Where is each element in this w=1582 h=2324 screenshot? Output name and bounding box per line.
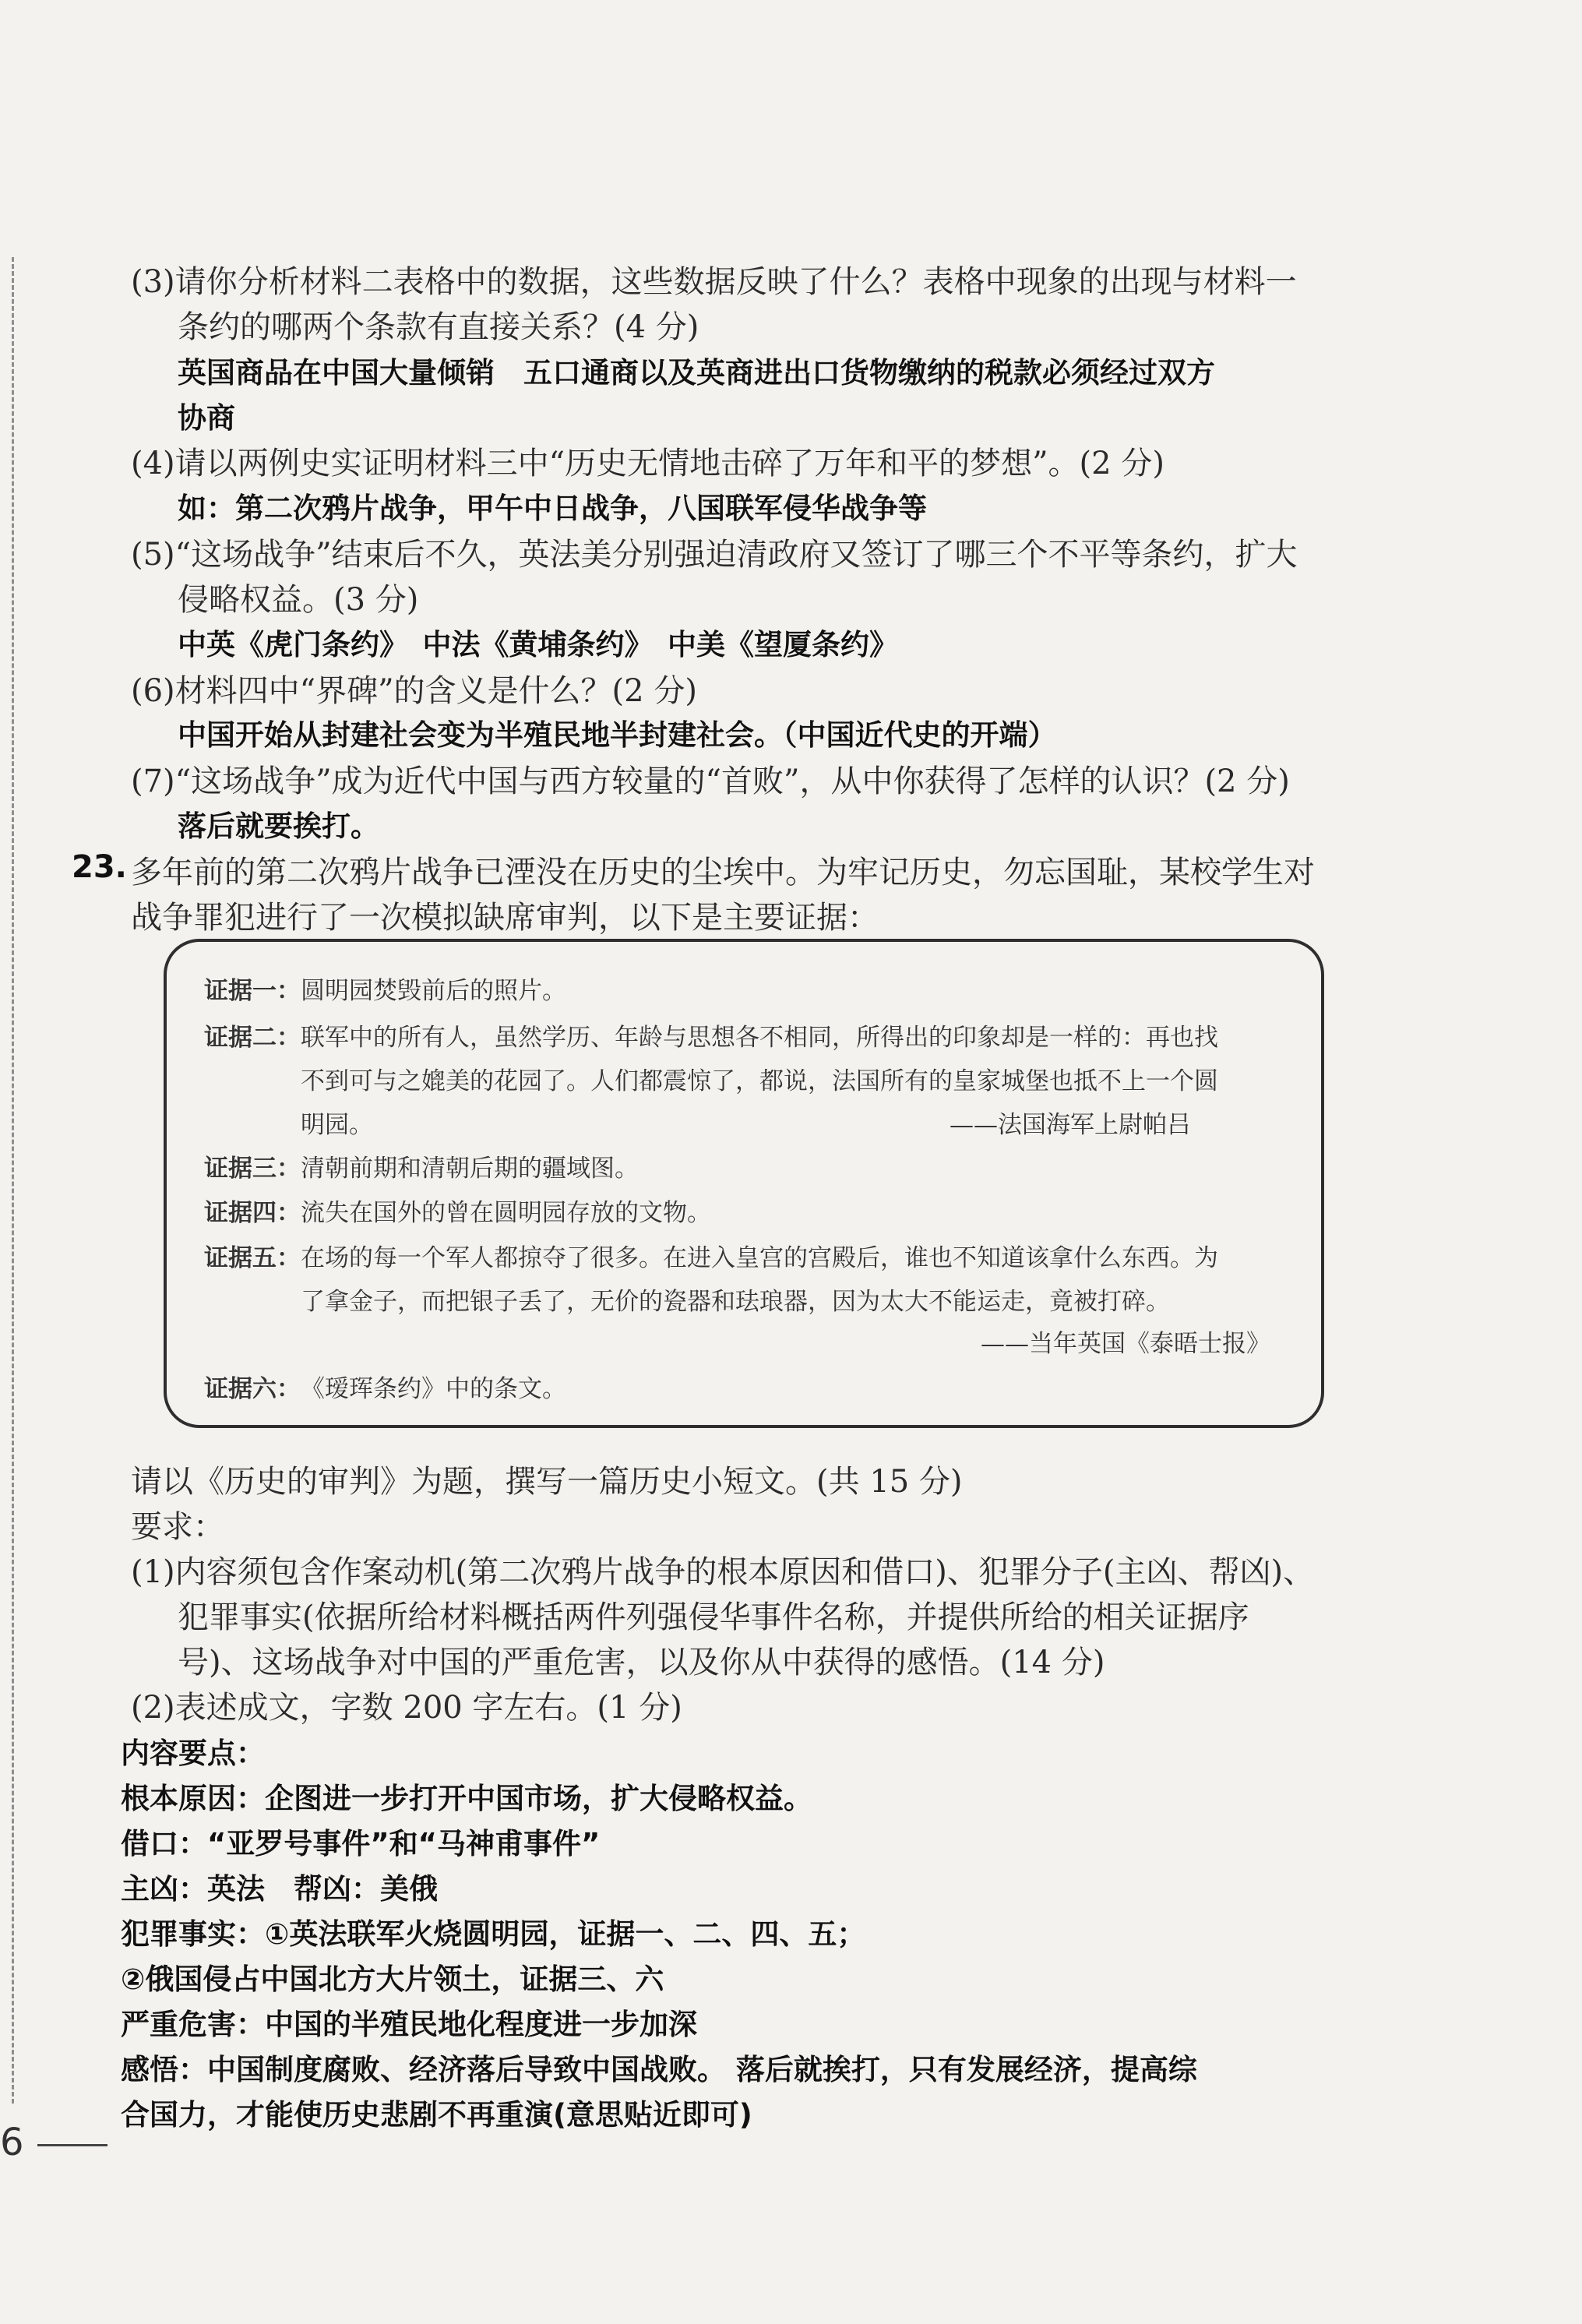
evidence-5-line2: 了拿金子，而把银子丢了，无价的瓷器和珐琅器，因为太大不能运走，竟被打碎。 [301, 1288, 1170, 1316]
evidence-5-source: ——当年英国《泰晤士报》 [981, 1330, 1270, 1358]
answer23-line9: 合国力，才能使历史悲剧不再重演(意思贴近即可) [121, 2098, 752, 2132]
answer23-line4: 主凶：英法 帮凶：美俄 [121, 1872, 438, 1906]
answer23-line5: 犯罪事实：①英法联军火烧圆明园，证据一、二、四、五； [121, 1917, 866, 1951]
q23-text-line2: 战争罪犯进行了一次模拟缺席审判，以下是主要证据： [131, 900, 879, 936]
evidence-2-label: 证据二： [204, 1024, 301, 1052]
page-number-rule [37, 2144, 107, 2146]
evidence-box [164, 939, 1324, 1428]
evidence-1-label: 证据一： [204, 977, 301, 1005]
q3-answer-line2: 协商 [178, 401, 235, 435]
task-req1-line3: 号)、这场战争对中国的严重危害，以及你从中获得的感悟。(14 分) [178, 1645, 1105, 1680]
answer23-line2: 根本原因：企图进一步打开中国市场，扩大侵略权益。 [121, 1782, 812, 1815]
q23-text-line1: 多年前的第二次鸦片战争已湮没在历史的尘埃中。为牢记历史，勿忘国耻，某校学生对 [131, 855, 1315, 890]
q6-answer-line1: 中国开始从封建社会变为半殖民地半封建社会。（中国近代史的开端） [178, 718, 1057, 752]
q5-answer-line1: 中英《虎门条约》 中法《黄埔条约》 中美《望厦条约》 [178, 628, 898, 661]
page-number: 6 [0, 2121, 24, 2164]
answer23-line6: ②俄国侵占中国北方大片领土，证据三、六 [121, 1963, 664, 1996]
q23-number: 23. [72, 849, 127, 885]
answer23-line3: 借口：“亚罗号事件”和“马神甫事件” [121, 1827, 601, 1860]
answer23-line1: 内容要点： [121, 1737, 265, 1770]
q7-answer-line1: 落后就要挨打。 [178, 809, 379, 843]
task-line1: 请以《历史的审判》为题，撰写一篇历史小短文。(共 15 分) [131, 1464, 963, 1500]
evidence-2-line1: 联军中的所有人，虽然学历、年龄与思想各不相同，所得出的印象却是一样的：再也找 [301, 1024, 1218, 1052]
task-req1-line1: (1)内容须包含作案动机(第二次鸦片战争的根本原因和借口)、犯罪分子(主凶、帮凶)、 [131, 1554, 1315, 1590]
evidence-6-label: 证据六： [204, 1375, 301, 1403]
evidence-6-text: 《瑷珲条约》中的条文。 [301, 1375, 566, 1403]
evidence-2-source: ——法国海军上尉帕吕 [950, 1111, 1191, 1139]
q7-text-line1: (7)“这场战争”成为近代中国与西方较量的“首败”，从中你获得了怎样的认识？(2 分) [131, 763, 1290, 799]
q3-text-line1: (3)请你分析材料二表格中的数据，这些数据反映了什么？表格中现象的出现与材料一 [131, 264, 1297, 300]
evidence-5-line1: 在场的每一个军人都掠夺了很多。在进入皇宫的宫殿后，谁也不知道该拿什么东西。为 [301, 1244, 1218, 1272]
q6-text-line1: (6)材料四中“界碑”的含义是什么？(2 分) [131, 673, 697, 709]
q4-answer-line1: 如：第二次鸦片战争，甲午中日战争，八国联军侵华战争等 [178, 492, 927, 525]
evidence-1-text: 圆明园焚毁前后的照片。 [301, 977, 566, 1005]
evidence-2-line3: 明园。 [301, 1111, 373, 1139]
evidence-5-label: 证据五： [204, 1244, 301, 1272]
task-line2: 要求： [131, 1509, 224, 1545]
q5-text-line2: 侵略权益。(3 分) [178, 582, 419, 618]
answer23-line8: 感悟：中国制度腐败、经济落后导致中国战败。 落后就挨打，只有发展经济，提高综 [121, 2053, 1197, 2086]
task-req2: (2)表述成文，字数 200 字左右。(1 分) [131, 1690, 682, 1726]
evidence-2-line2: 不到可与之媲美的花园了。人们都震惊了，都说，法国所有的皇家城堡也抵不上一个圆 [301, 1067, 1218, 1095]
q3-text-line2: 条约的哪两个条款有直接关系？(4 分) [178, 309, 699, 345]
answer23-line7: 严重危害：中国的半殖民地化程度进一步加深 [121, 2008, 697, 2041]
q3-answer-line1: 英国商品在中国大量倾销 五口通商以及英商进出口货物缴纳的税款必须经过双方 [178, 356, 1215, 390]
evidence-4-text: 流失在国外的曾在圆明园存放的文物。 [301, 1199, 711, 1227]
evidence-4-label: 证据四： [204, 1199, 301, 1227]
evidence-3-label: 证据三： [204, 1155, 301, 1183]
binding-margin-dashes [12, 257, 14, 2104]
q5-text-line1: (5)“这场战争”结束后不久，英法美分别强迫清政府又签订了哪三个不平等条约，扩大 [131, 537, 1298, 573]
evidence-3-text: 清朝前期和清朝后期的疆域图。 [301, 1155, 639, 1183]
task-req1-line2: 犯罪事实(依据所给材料概括两件列强侵华事件名称，并提供所给的相关证据序 [178, 1599, 1249, 1635]
q4-text-line1: (4)请以两例史实证明材料三中“历史无情地击碎了万年和平的梦想”。(2 分) [131, 446, 1164, 481]
